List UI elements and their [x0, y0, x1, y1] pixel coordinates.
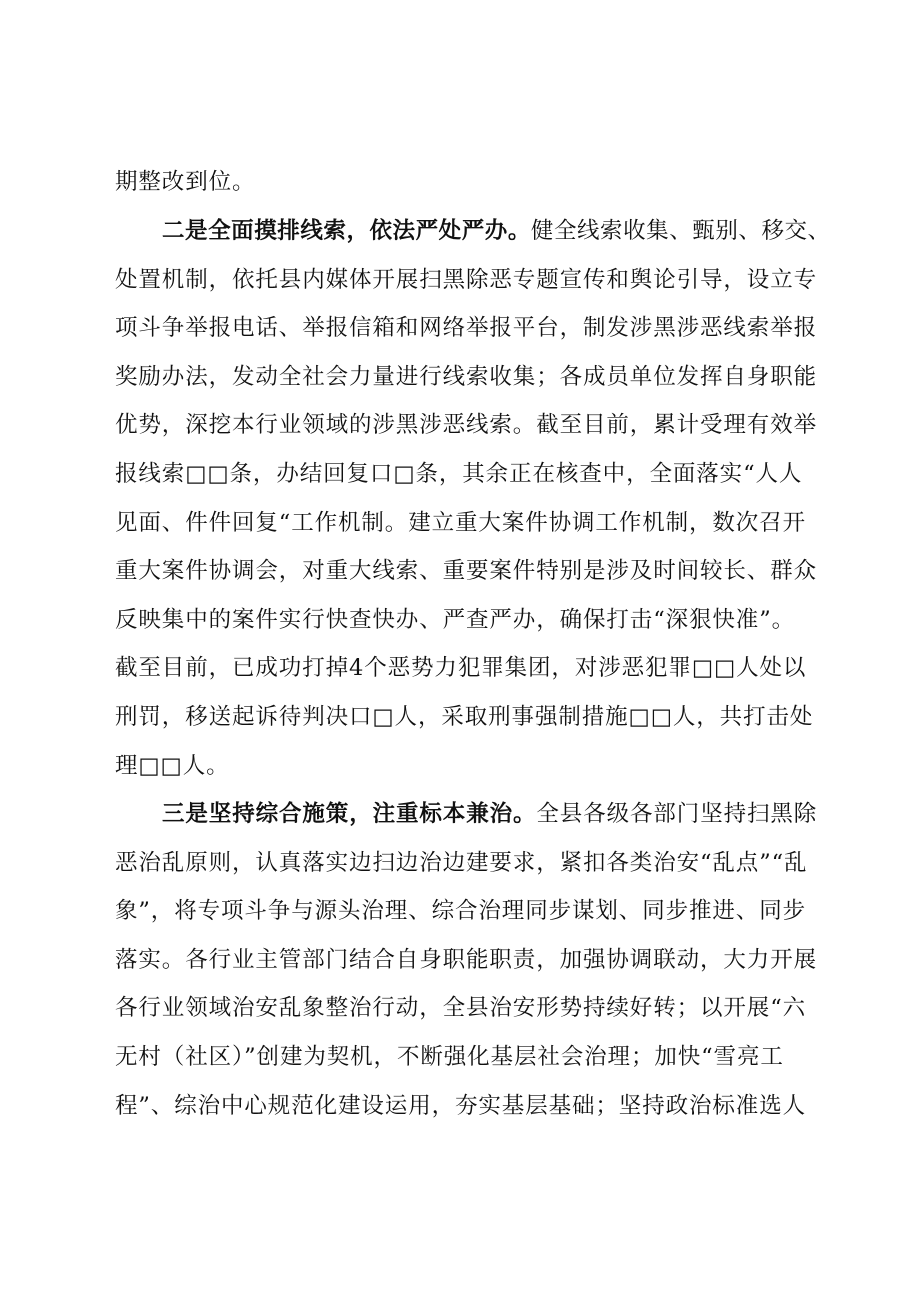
text-line [115, 207, 831, 256]
text-line: 项斗争举报电话、举报信箱和网络举报平台，制发涉黑涉恶线索举报 [115, 315, 818, 342]
line-text: 全县各级各部门坚持扫黑除 [536, 801, 818, 827]
text-line: 恶治乱原则，认真落实边扫边治边建要求，紧扣各类治安“乱点”“乱 [115, 849, 808, 876]
text-line: 象”，将专项斗争与源头治理、综合治理同步谋划、同步推进、同步 [115, 898, 807, 925]
text-line: 无村（社区）”创建为契机，不断强化基层社会治理；加快“雪亮工 [115, 1043, 784, 1070]
text-line: 处置机制，依托县内媒体开展扫黑除恶专题宣传和舆论引导，设立专 [115, 266, 818, 293]
line-text: 健全线索收集、甄别、移交、 [530, 218, 831, 244]
text-line: 程”、综治中心规范化建设运用，夯实基层基础；坚持政治标准选人 [115, 1092, 807, 1119]
paragraph-comprehensive-measures [115, 790, 831, 1130]
text-line: 重大案件协调会，对重大线索、重要案件特别是涉及时间较长、群众 [115, 558, 818, 585]
paragraph-clue-investigation [115, 207, 831, 790]
text-line: 奖励办法，发动全社会力量进行线索收集；各成员单位发挥自身职能 [115, 363, 818, 390]
text-line: 优势，深挖本行业领域的涉黑涉恶线索。截至目前，累计受理有效举 [115, 412, 818, 439]
text-line: 落实。各行业主管部门结合自身职能职责，加强协调联动，大力开展 [115, 946, 818, 973]
paragraph-continuation [115, 158, 831, 207]
text-line: 截至目前，已成功打掉4个恶势力犯罪集团，对涉恶犯罪□□人处以 [115, 655, 807, 682]
text-line: 反映集中的案件实行快查快办、严查严办，确保打击“深狠快准”。 [115, 606, 796, 633]
text-line: 理□□人。 [115, 752, 230, 779]
text-line: 刑罚，移送起诉待判决口□人，采取刑事强制措施□□人，共打击处 [115, 703, 814, 730]
text-line [115, 790, 831, 839]
text-line: 见面、件件回复“工作机制。建立重大案件协调工作机制，数次召开 [115, 509, 807, 536]
paragraph-heading: 三是坚持综合施策，注重标本兼治。 [162, 801, 537, 827]
paragraph-heading: 二是全面摸排线索，依法严处严办。 [162, 218, 531, 244]
text-line: 各行业领域治安乱象整治行动，全县治安形势持续好转；以开展“六 [115, 995, 807, 1022]
text-line: 期整改到位。 [115, 169, 256, 195]
text-line: 报线索□□条，办结回复口□条，其余正在核查中，全面落实“人人 [115, 460, 803, 487]
